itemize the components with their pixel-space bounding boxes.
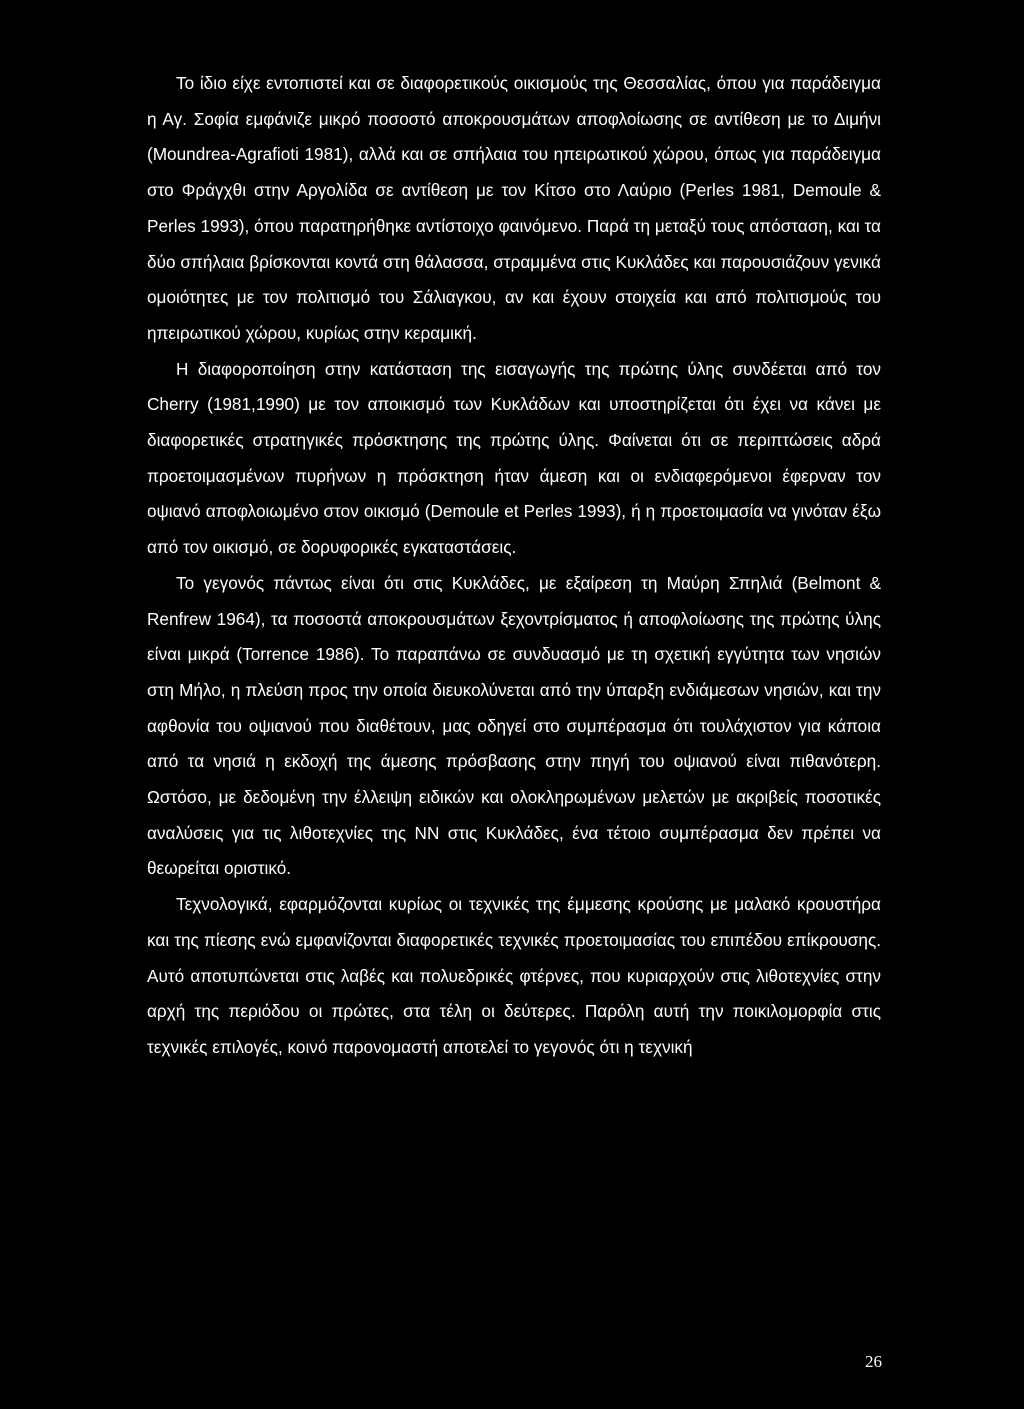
paragraph: Η διαφοροποίηση στην κατάσταση της εισαγωγής της πρώτης ύλης συνδέεται από τον Cherry (1981,1990) με τον αποικισμό των Κυκλάδων και υποστηρίζεται ότι έχει να κάνει με διαφορετικές στρατηγικές πρόσκτησης της πρώτης ύλης. Φαίνεται ότι σε περιπτώσεις αδρά προετοιμασμένων πυρήνων η πρόσκτηση ήταν άμεση και οι ενδιαφερόμενοι έφερναν τον οψιανό αποφλοιωμένο στον οικισμό (Demoule et Perles 1993), ή η προετοιμασία να γινόταν έξω από τον οικισμό, σε δορυφορικές εγκαταστάσεις. <box>147 358 881 558</box>
paragraph: Το γεγονός πάντως είναι ότι στις Κυκλάδες, με εξαίρεση τη Μαύρη Σπηλιά (Belmont & Renfrew 1964), τα ποσοστά αποκρουσμάτων ξεχοντρίσματος ή αποφλοίωσης της πρώτης ύλης είναι μικρά (Torrence 1986). Το παραπάνω σε συνδυασμό με τη σχετική εγγύτητα των νησιών στη Μήλο, η πλεύση προς την οποία διευκολύνεται από την ύπαρξη ενδιάμεσων νησιών, και την αφθονία του οψιανού που διαθέτουν, μας οδηγεί στο συμπέρασμα ότι τουλάχιστον για κάποια από τα νησιά η εκδοχή της άμεσης πρόσβασης στην πηγή του οψιανού είναι πιθανότερη. Ωστόσο, με δεδομένη την έλλειψη ειδικών και ολοκληρωμένων μελετών με ακριβείς ποσοτικές αναλύσεις για τις λιθοτεχνίες της ΝΝ στις Κυκλάδες, ένα τέτοιο συμπέρασμα δεν πρέπει να θεωρείται οριστικό. <box>147 572 881 879</box>
page-number: 26 <box>865 1352 882 1371</box>
body-text <box>147 66 881 1066</box>
paragraph: Το ίδιο είχε εντοπιστεί και σε διαφορετικούς οικισμούς της Θεσσαλίας, όπου για παράδειγμα η Αγ. Σοφία εμφάνιζε μικρό ποσοστό αποκρουσμάτων αποφλοίωσης σε αντίθεση με το Διμήνι (Moundrea-Agrafioti 1981), αλλά και σε σπήλαια του ηπειρωτικού χώρου, όπως για παράδειγμα στο Φράγχθι στην Αργολίδα σε αντίθεση με τον Κίτσο στο Λαύριο (Perles 1981, Demoule & Perles 1993), όπου παρατηρήθηκε αντίστοιχο φαινόμενο. Παρά τη μεταξύ τους απόσταση, και τα δύο σπήλαια βρίσκονται κοντά στη θάλασσα, στραμμένα στις Κυκλάδες και παρουσιάζουν γενικά ομοιότητες με τον πολιτισμό του Σάλιαγκου, αν και έχουν στοιχεία και από πολιτισμούς του ηπειρωτικού χώρου, κυρίως στην κεραμική. <box>147 73 881 343</box>
paragraph: Τεχνολογικά, εφαρμόζονται κυρίως οι τεχνικές της έμμεσης κρούσης με μαλακό κρουστήρα και της πίεσης ενώ εμφανίζονται διαφορετικές τεχνικές προετοιμασίας του επιπέδου επίκρουσης. Αυτό αποτυπώνεται στις λαβές και πολυεδρικές φτέρνες, που κυριαρχούν στις λιθοτεχνίες στην αρχή της περιόδου οι πρώτες, στα τέλη οι δεύτερες. Παρόλη αυτή την ποικιλομορφία στις τεχνικές επιλογές, κοινό παρονομαστή αποτελεί το γεγονός ότι η τεχνική <box>147 894 881 1057</box>
